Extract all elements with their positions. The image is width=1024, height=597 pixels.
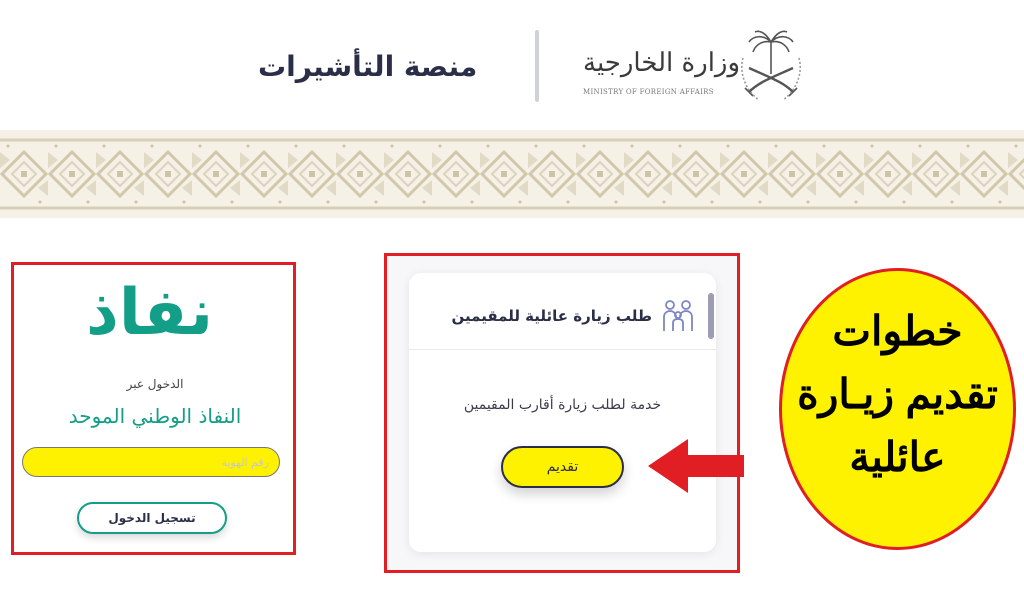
steps-callout-text <box>779 300 1016 489</box>
apply-button[interactable]: تقديم <box>501 446 624 488</box>
nafath-logo: نفاذ <box>86 276 213 350</box>
service-description: خدمة لطلب زيارة أقارب المقيمين <box>463 397 662 413</box>
ministry-name-english: MINISTRY OF FOREIGN AFFAIRS <box>583 88 714 96</box>
callout-line: خطوات <box>832 308 963 354</box>
national-id-input[interactable] <box>22 447 280 477</box>
ministry-name-arabic: وزارة الخارجية <box>583 48 741 78</box>
saudi-emblem-icon <box>735 28 807 106</box>
login-via-label: الدخول عبر <box>126 377 184 391</box>
nafath-service-name: النفاذ الوطني الموحد <box>68 404 242 428</box>
site-title: منصة التأشيرات <box>258 50 478 83</box>
red-arrow-icon <box>648 437 744 495</box>
card-divider <box>409 349 716 350</box>
callout-line: تقديم زيـارة <box>797 371 998 417</box>
decorative-pattern-band <box>0 130 1024 218</box>
card-accent-bar <box>708 293 714 339</box>
header-divider <box>535 30 539 102</box>
login-button[interactable]: تسجيل الدخول <box>77 502 227 534</box>
callout-line: عائلية <box>849 434 946 480</box>
service-title: طلب زيارة عائلية للمقيمين <box>451 307 652 325</box>
family-icon <box>659 297 697 335</box>
